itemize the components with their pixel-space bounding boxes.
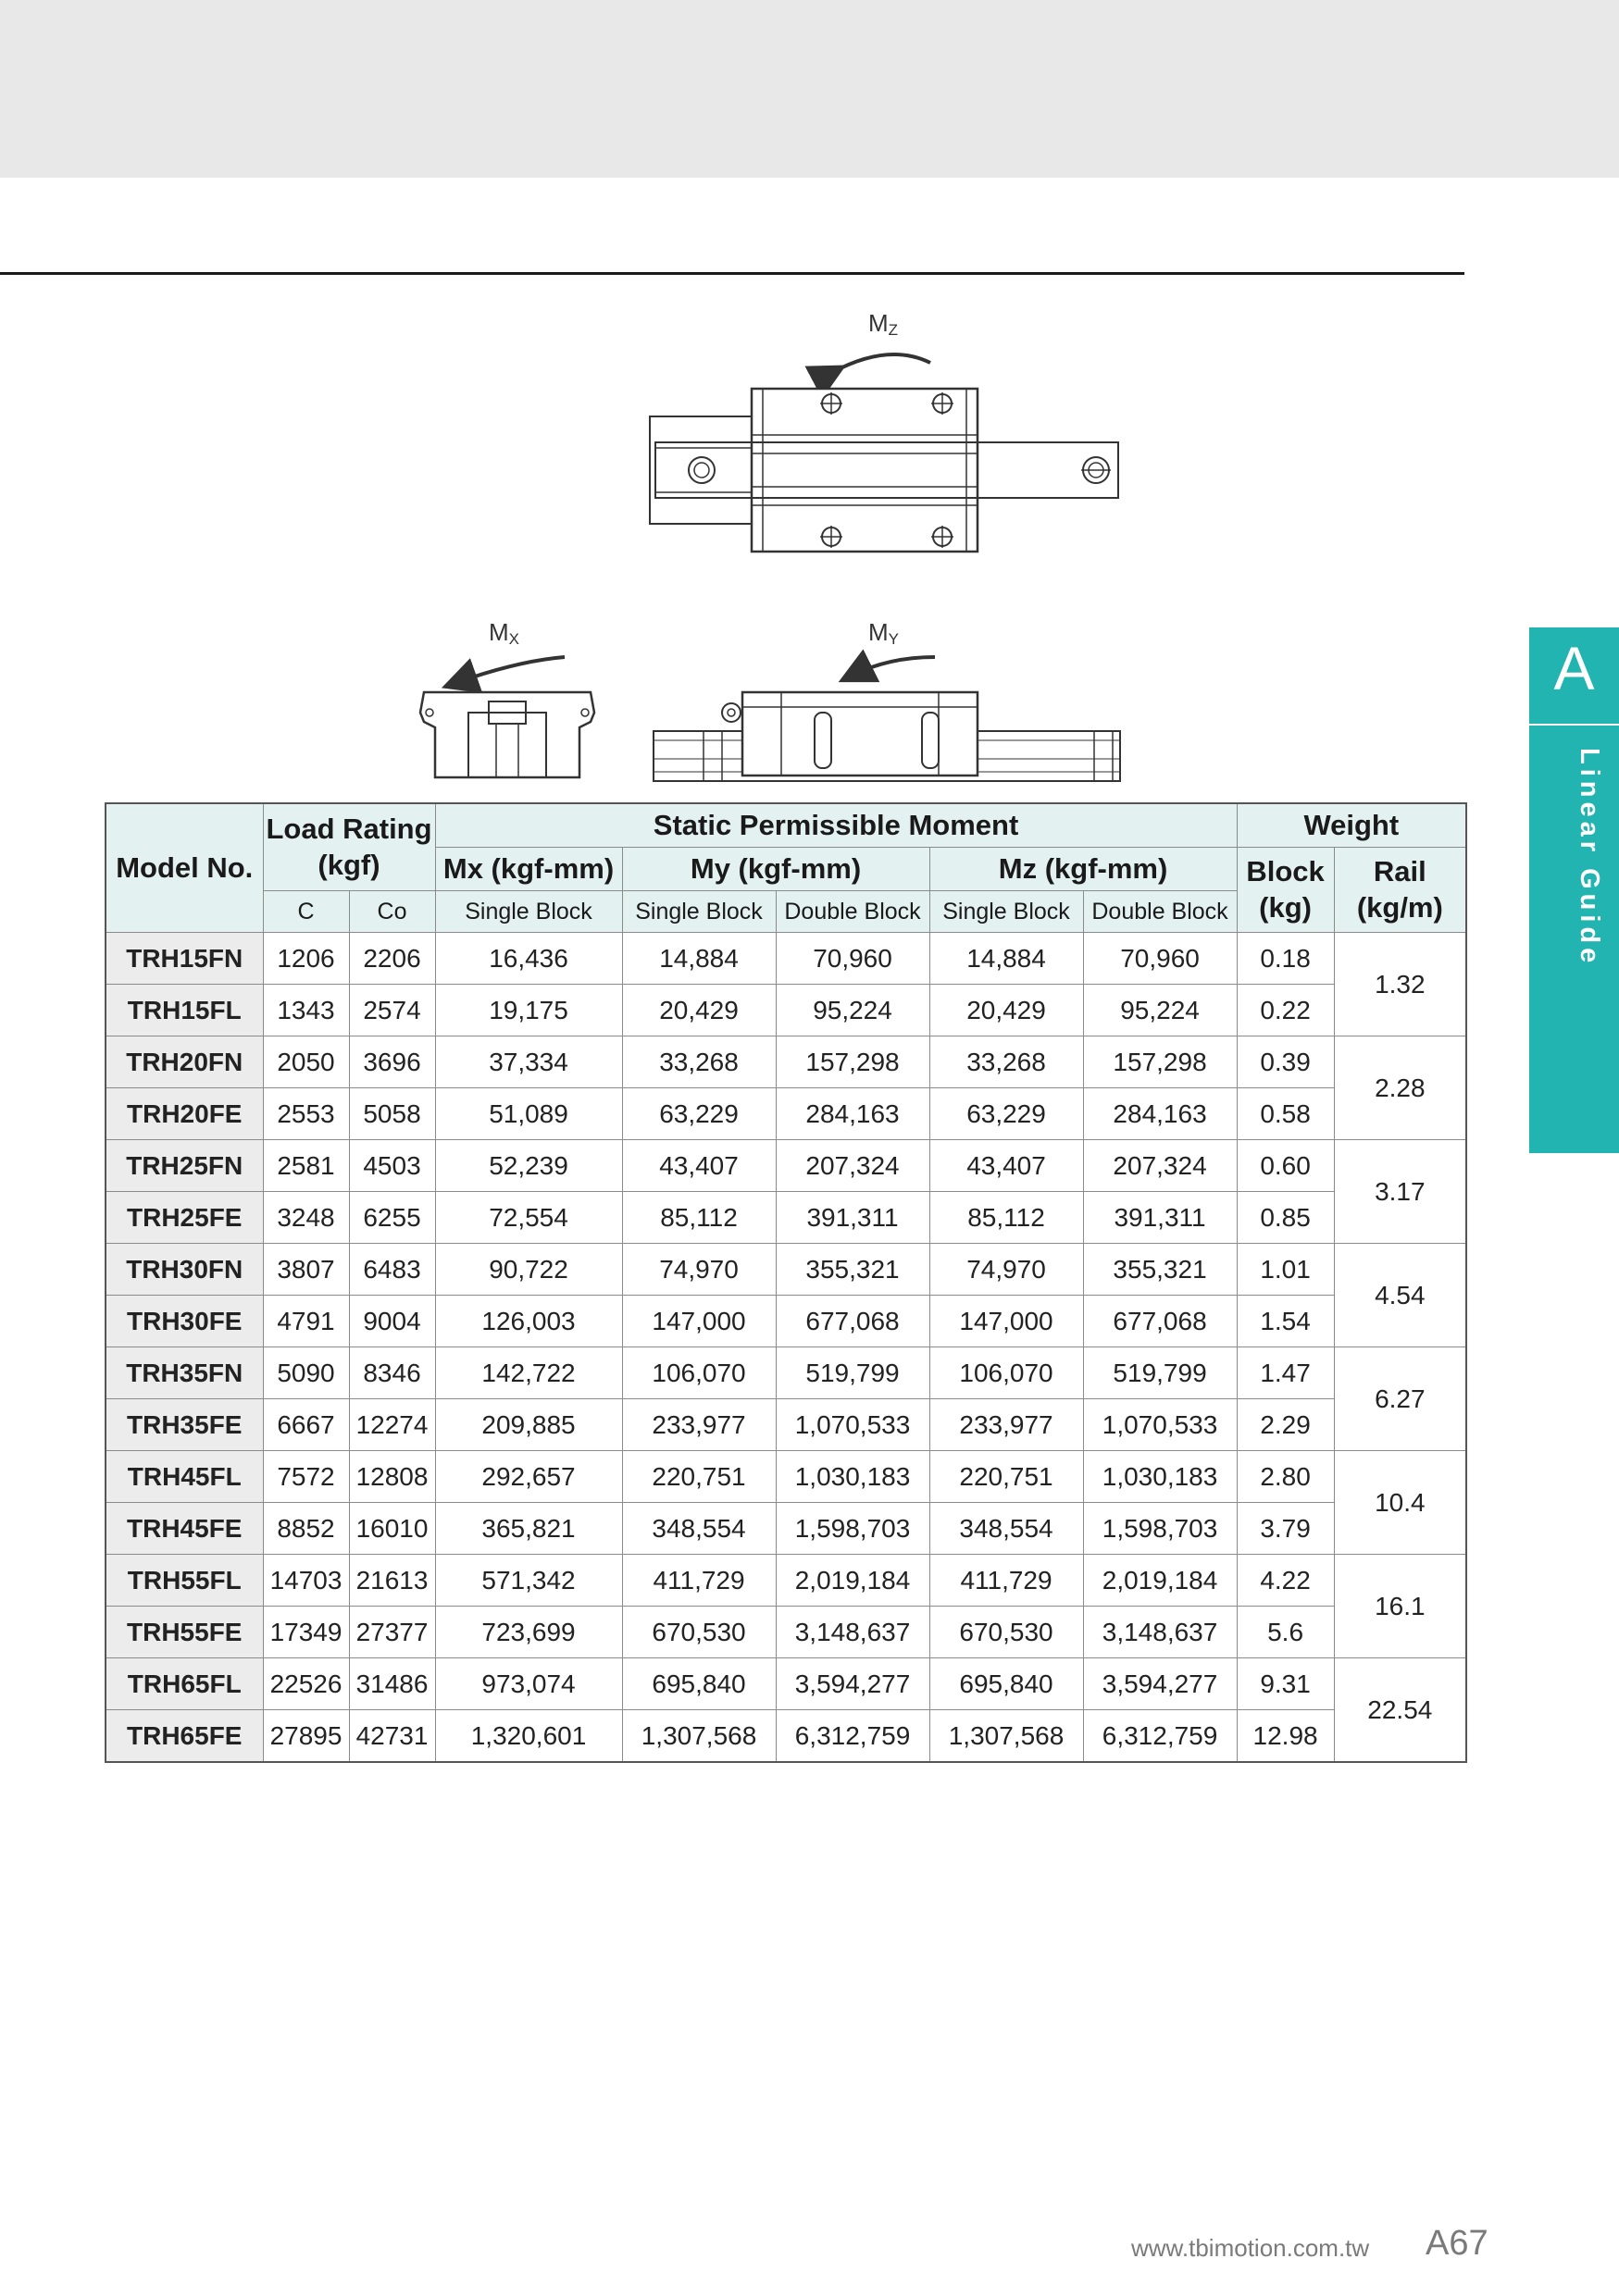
table-row xyxy=(106,1503,1466,1555)
header-load-rating: Load Rating (kgf) xyxy=(263,803,435,891)
mz-single-cell: 14,884 xyxy=(929,933,1083,985)
block-cell: 0.85 xyxy=(1237,1192,1334,1244)
model-cell: TRH55FE xyxy=(106,1607,263,1658)
co-cell: 6483 xyxy=(349,1244,435,1296)
rail-cell: 3.17 xyxy=(1334,1140,1466,1244)
my-diagram xyxy=(654,618,1120,781)
side-tab-divider xyxy=(1529,724,1619,726)
my-double-cell: 519,799 xyxy=(776,1347,929,1399)
mz-double-cell: 95,224 xyxy=(1083,985,1237,1036)
top-band xyxy=(0,0,1619,178)
c-cell: 8852 xyxy=(263,1503,349,1555)
mx-cell: 72,554 xyxy=(435,1192,622,1244)
my-double-cell: 157,298 xyxy=(776,1036,929,1088)
mz-double-cell: 3,594,277 xyxy=(1083,1658,1237,1710)
header-static-moment: Static Permissible Moment xyxy=(435,803,1237,848)
my-single-cell: 348,554 xyxy=(622,1503,776,1555)
mz-double-cell: 6,312,759 xyxy=(1083,1710,1237,1763)
table-row xyxy=(106,1347,1466,1399)
mz-single-cell: 63,229 xyxy=(929,1088,1083,1140)
header-mx: Mx (kgf-mm) xyxy=(435,848,622,891)
model-cell: TRH45FE xyxy=(106,1503,263,1555)
co-cell: 12274 xyxy=(349,1399,435,1451)
mz-single-cell: 1,307,568 xyxy=(929,1710,1083,1763)
header-mz-single: Single Block xyxy=(929,891,1083,933)
mz-single-cell: 33,268 xyxy=(929,1036,1083,1088)
mz-single-cell: 348,554 xyxy=(929,1503,1083,1555)
table-row xyxy=(106,1451,1466,1503)
mx-cell: 973,074 xyxy=(435,1658,622,1710)
co-cell: 3696 xyxy=(349,1036,435,1088)
rail-cell: 2.28 xyxy=(1334,1036,1466,1140)
my-double-cell: 1,598,703 xyxy=(776,1503,929,1555)
mx-diagram xyxy=(420,618,594,777)
mz-single-cell: 233,977 xyxy=(929,1399,1083,1451)
my-single-cell: 14,884 xyxy=(622,933,776,985)
rail-cell: 4.54 xyxy=(1334,1244,1466,1347)
mz-double-cell: 1,598,703 xyxy=(1083,1503,1237,1555)
header-rail: Rail (kg/m) xyxy=(1334,848,1466,933)
block-cell: 3.79 xyxy=(1237,1503,1334,1555)
rail-cell: 1.32 xyxy=(1334,933,1466,1036)
block-cell: 4.22 xyxy=(1237,1555,1334,1607)
side-tab-letter: A xyxy=(1553,634,1595,702)
block-cell: 2.29 xyxy=(1237,1399,1334,1451)
c-cell: 2581 xyxy=(263,1140,349,1192)
block-cell: 0.58 xyxy=(1237,1088,1334,1140)
model-cell: TRH20FN xyxy=(106,1036,263,1088)
model-cell: TRH25FE xyxy=(106,1192,263,1244)
my-single-cell: 147,000 xyxy=(622,1296,776,1347)
co-cell: 12808 xyxy=(349,1451,435,1503)
mz-label: MZ xyxy=(868,309,899,339)
mx-cell: 723,699 xyxy=(435,1607,622,1658)
footer-url[interactable]: www.tbimotion.com.tw xyxy=(1131,2234,1370,2262)
c-cell: 17349 xyxy=(263,1607,349,1658)
c-cell: 7572 xyxy=(263,1451,349,1503)
c-cell: 3248 xyxy=(263,1192,349,1244)
table-row xyxy=(106,1555,1466,1607)
co-cell: 42731 xyxy=(349,1710,435,1763)
block-cell: 2.80 xyxy=(1237,1451,1334,1503)
co-cell: 2574 xyxy=(349,985,435,1036)
header-mz: Mz (kgf-mm) xyxy=(929,848,1237,891)
table-body xyxy=(106,933,1466,1763)
table-row xyxy=(106,1036,1466,1088)
rail-cell: 22.54 xyxy=(1334,1658,1466,1763)
block-cell: 0.22 xyxy=(1237,985,1334,1036)
mz-double-cell: 391,311 xyxy=(1083,1192,1237,1244)
co-cell: 5058 xyxy=(349,1088,435,1140)
my-double-cell: 3,594,277 xyxy=(776,1658,929,1710)
mz-single-cell: 74,970 xyxy=(929,1244,1083,1296)
my-label: MY xyxy=(868,618,900,648)
mz-double-cell: 355,321 xyxy=(1083,1244,1237,1296)
table-row xyxy=(106,1658,1466,1710)
my-double-cell: 2,019,184 xyxy=(776,1555,929,1607)
header-model: Model No. xyxy=(106,803,263,933)
mx-cell: 209,885 xyxy=(435,1399,622,1451)
my-double-cell: 207,324 xyxy=(776,1140,929,1192)
table-row xyxy=(106,1244,1466,1296)
mz-single-cell: 411,729 xyxy=(929,1555,1083,1607)
mx-cell: 90,722 xyxy=(435,1244,622,1296)
model-cell: TRH15FN xyxy=(106,933,263,985)
my-single-cell: 20,429 xyxy=(622,985,776,1036)
table-row xyxy=(106,1140,1466,1192)
co-cell: 31486 xyxy=(349,1658,435,1710)
my-single-cell: 33,268 xyxy=(622,1036,776,1088)
block-cell: 0.39 xyxy=(1237,1036,1334,1088)
block-cell: 0.60 xyxy=(1237,1140,1334,1192)
header-weight: Weight xyxy=(1237,803,1466,848)
moment-diagrams xyxy=(407,305,1166,796)
my-single-cell: 670,530 xyxy=(622,1607,776,1658)
c-cell: 1343 xyxy=(263,985,349,1036)
mz-double-cell: 1,030,183 xyxy=(1083,1451,1237,1503)
co-cell: 8346 xyxy=(349,1347,435,1399)
my-double-cell: 3,148,637 xyxy=(776,1607,929,1658)
my-single-cell: 411,729 xyxy=(622,1555,776,1607)
mz-single-cell: 670,530 xyxy=(929,1607,1083,1658)
page-number: A67 xyxy=(1426,2224,1488,2263)
mz-single-cell: 220,751 xyxy=(929,1451,1083,1503)
table-row xyxy=(106,1399,1466,1451)
my-single-cell: 106,070 xyxy=(622,1347,776,1399)
c-cell: 5090 xyxy=(263,1347,349,1399)
mx-cell: 52,239 xyxy=(435,1140,622,1192)
co-cell: 4503 xyxy=(349,1140,435,1192)
mz-single-cell: 106,070 xyxy=(929,1347,1083,1399)
mz-double-cell: 70,960 xyxy=(1083,933,1237,985)
header-my: My (kgf-mm) xyxy=(622,848,929,891)
mx-cell: 292,657 xyxy=(435,1451,622,1503)
block-cell: 1.54 xyxy=(1237,1296,1334,1347)
my-single-cell: 63,229 xyxy=(622,1088,776,1140)
mx-cell: 142,722 xyxy=(435,1347,622,1399)
mx-cell: 126,003 xyxy=(435,1296,622,1347)
block-cell: 12.98 xyxy=(1237,1710,1334,1763)
my-double-cell: 391,311 xyxy=(776,1192,929,1244)
header-mx-single: Single Block xyxy=(435,891,622,933)
header-mz-double: Double Block xyxy=(1083,891,1237,933)
table-row xyxy=(106,1088,1466,1140)
table-row xyxy=(106,1296,1466,1347)
c-cell: 1206 xyxy=(263,933,349,985)
co-cell: 21613 xyxy=(349,1555,435,1607)
model-cell: TRH65FE xyxy=(106,1710,263,1763)
mz-single-cell: 85,112 xyxy=(929,1192,1083,1244)
rail-cell: 6.27 xyxy=(1334,1347,1466,1451)
c-cell: 27895 xyxy=(263,1710,349,1763)
block-cell: 1.47 xyxy=(1237,1347,1334,1399)
co-cell: 9004 xyxy=(349,1296,435,1347)
co-cell: 6255 xyxy=(349,1192,435,1244)
mz-single-cell: 695,840 xyxy=(929,1658,1083,1710)
my-double-cell: 1,030,183 xyxy=(776,1451,929,1503)
my-double-cell: 95,224 xyxy=(776,985,929,1036)
mx-cell: 571,342 xyxy=(435,1555,622,1607)
my-single-cell: 85,112 xyxy=(622,1192,776,1244)
c-cell: 6667 xyxy=(263,1399,349,1451)
my-double-cell: 70,960 xyxy=(776,933,929,985)
header-c: C xyxy=(263,891,349,933)
mx-cell: 37,334 xyxy=(435,1036,622,1088)
my-double-cell: 6,312,759 xyxy=(776,1710,929,1763)
c-cell: 14703 xyxy=(263,1555,349,1607)
co-cell: 16010 xyxy=(349,1503,435,1555)
mx-cell: 19,175 xyxy=(435,985,622,1036)
header-co: Co xyxy=(349,891,435,933)
my-single-cell: 74,970 xyxy=(622,1244,776,1296)
c-cell: 2050 xyxy=(263,1036,349,1088)
model-cell: TRH35FN xyxy=(106,1347,263,1399)
c-cell: 3807 xyxy=(263,1244,349,1296)
table-row xyxy=(106,1192,1466,1244)
my-single-cell: 43,407 xyxy=(622,1140,776,1192)
model-cell: TRH35FE xyxy=(106,1399,263,1451)
table-row xyxy=(106,985,1466,1036)
side-tab[interactable] xyxy=(1529,627,1619,1153)
model-cell: TRH55FL xyxy=(106,1555,263,1607)
model-cell: TRH30FE xyxy=(106,1296,263,1347)
mz-double-cell: 3,148,637 xyxy=(1083,1607,1237,1658)
block-cell: 1.01 xyxy=(1237,1244,1334,1296)
header-block: Block (kg) xyxy=(1237,848,1334,933)
my-double-cell: 677,068 xyxy=(776,1296,929,1347)
mx-cell: 365,821 xyxy=(435,1503,622,1555)
my-double-cell: 355,321 xyxy=(776,1244,929,1296)
mz-double-cell: 677,068 xyxy=(1083,1296,1237,1347)
table-row xyxy=(106,933,1466,985)
model-cell: TRH15FL xyxy=(106,985,263,1036)
mz-double-cell: 157,298 xyxy=(1083,1036,1237,1088)
side-tab-label: Linear Guide xyxy=(1575,748,1604,968)
model-cell: TRH30FN xyxy=(106,1244,263,1296)
mx-cell: 1,320,601 xyxy=(435,1710,622,1763)
spec-table xyxy=(105,802,1467,1763)
block-cell: 0.18 xyxy=(1237,933,1334,985)
mz-double-cell: 207,324 xyxy=(1083,1140,1237,1192)
co-cell: 27377 xyxy=(349,1607,435,1658)
mx-label: MX xyxy=(489,618,520,648)
my-double-cell: 1,070,533 xyxy=(776,1399,929,1451)
header-my-double: Double Block xyxy=(776,891,929,933)
mz-single-cell: 147,000 xyxy=(929,1296,1083,1347)
rail-cell: 10.4 xyxy=(1334,1451,1466,1555)
my-double-cell: 284,163 xyxy=(776,1088,929,1140)
mz-single-cell: 20,429 xyxy=(929,985,1083,1036)
mz-double-cell: 519,799 xyxy=(1083,1347,1237,1399)
mx-cell: 16,436 xyxy=(435,933,622,985)
mz-diagram xyxy=(650,309,1118,552)
mz-double-cell: 284,163 xyxy=(1083,1088,1237,1140)
c-cell: 22526 xyxy=(263,1658,349,1710)
mz-double-cell: 1,070,533 xyxy=(1083,1399,1237,1451)
model-cell: TRH20FE xyxy=(106,1088,263,1140)
model-cell: TRH25FN xyxy=(106,1140,263,1192)
header-rule xyxy=(0,272,1464,275)
table-row xyxy=(106,1607,1466,1658)
model-cell: TRH65FL xyxy=(106,1658,263,1710)
co-cell: 2206 xyxy=(349,933,435,985)
c-cell: 4791 xyxy=(263,1296,349,1347)
block-cell: 9.31 xyxy=(1237,1658,1334,1710)
rail-cell: 16.1 xyxy=(1334,1555,1466,1658)
my-single-cell: 695,840 xyxy=(622,1658,776,1710)
my-single-cell: 233,977 xyxy=(622,1399,776,1451)
header-my-single: Single Block xyxy=(622,891,776,933)
block-cell: 5.6 xyxy=(1237,1607,1334,1658)
mx-cell: 51,089 xyxy=(435,1088,622,1140)
my-single-cell: 220,751 xyxy=(622,1451,776,1503)
my-single-cell: 1,307,568 xyxy=(622,1710,776,1763)
c-cell: 2553 xyxy=(263,1088,349,1140)
table-row xyxy=(106,1710,1466,1763)
model-cell: TRH45FL xyxy=(106,1451,263,1503)
mz-single-cell: 43,407 xyxy=(929,1140,1083,1192)
mz-double-cell: 2,019,184 xyxy=(1083,1555,1237,1607)
